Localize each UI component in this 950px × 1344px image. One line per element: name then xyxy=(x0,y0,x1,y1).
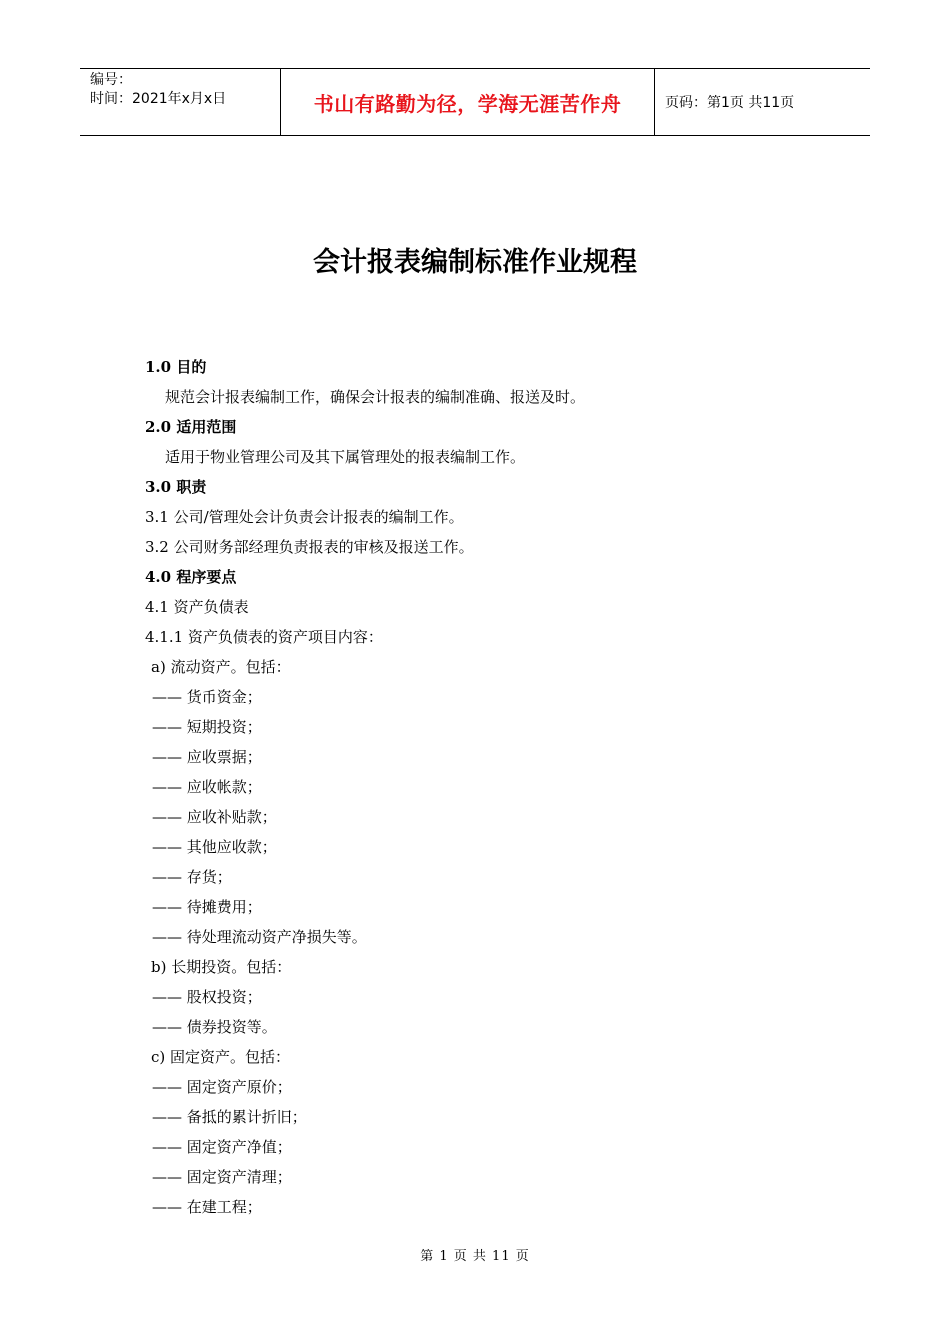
page-footer: 第 1 页 共 11 页 xyxy=(420,1249,530,1264)
body-line: —— 货币资金； xyxy=(152,688,262,706)
header-slogan: 书山有路勤为径，学海无涯苦作舟 xyxy=(281,69,655,135)
document-body xyxy=(145,352,845,1222)
body-line: 4.1.1 资产负债表的资产项目内容： xyxy=(145,628,383,646)
body-line: —— 股权投资； xyxy=(152,988,262,1006)
section-heading: 4.0 程序要点 xyxy=(145,568,237,586)
body-line: c) 固定资产。包括： xyxy=(151,1048,291,1066)
body-line: —— 应收帐款； xyxy=(152,778,262,796)
body-line: —— 备抵的累计折旧； xyxy=(152,1108,307,1126)
body-line: —— 短期投资； xyxy=(152,718,262,736)
body-line: —— 待处理流动资产净损失等。 xyxy=(152,928,367,946)
body-line: 3.2 公司财务部经理负责报表的审核及报送工作。 xyxy=(145,538,474,556)
section-heading: 3.0 职责 xyxy=(145,478,207,496)
document-time-label: 时间：2021年x月x日 xyxy=(90,91,227,107)
body-line: —— 在建工程； xyxy=(152,1198,262,1216)
header-page-info: 页码：第1页 共11页 xyxy=(665,95,795,111)
body-line: —— 固定资产净值； xyxy=(152,1138,292,1156)
body-line: 规范会计报表编制工作，确保会计报表的编制准确、报送及时。 xyxy=(165,388,586,406)
body-line: —— 待摊费用； xyxy=(152,898,262,916)
body-line: —— 固定资产原价； xyxy=(152,1078,292,1096)
document-number-label: 编号： xyxy=(90,72,132,88)
document-title: 会计报表编制标准作业规程 xyxy=(313,247,637,278)
body-line: —— 其他应收款； xyxy=(152,838,277,856)
section-heading: 2.0 适用范围 xyxy=(145,418,237,436)
body-line: —— 应收票据； xyxy=(152,748,262,766)
body-line: —— 固定资产清理； xyxy=(152,1168,292,1186)
document-header xyxy=(80,68,870,136)
body-line: 4.1 资产负债表 xyxy=(145,598,249,616)
section-heading: 1.0 目的 xyxy=(145,358,207,376)
header-meta-cell xyxy=(80,69,281,135)
body-line: —— 债券投资等。 xyxy=(152,1018,277,1036)
body-line: —— 应收补贴款； xyxy=(152,808,277,826)
body-line: a) 流动资产。包括： xyxy=(151,658,291,676)
body-line: 适用于物业管理公司及其下属管理处的报表编制工作。 xyxy=(165,448,526,466)
body-line: 3.1 公司/管理处会计负责会计报表的编制工作。 xyxy=(145,508,464,526)
body-line: b) 长期投资。包括： xyxy=(151,958,292,976)
body-line: —— 存货； xyxy=(152,868,232,886)
